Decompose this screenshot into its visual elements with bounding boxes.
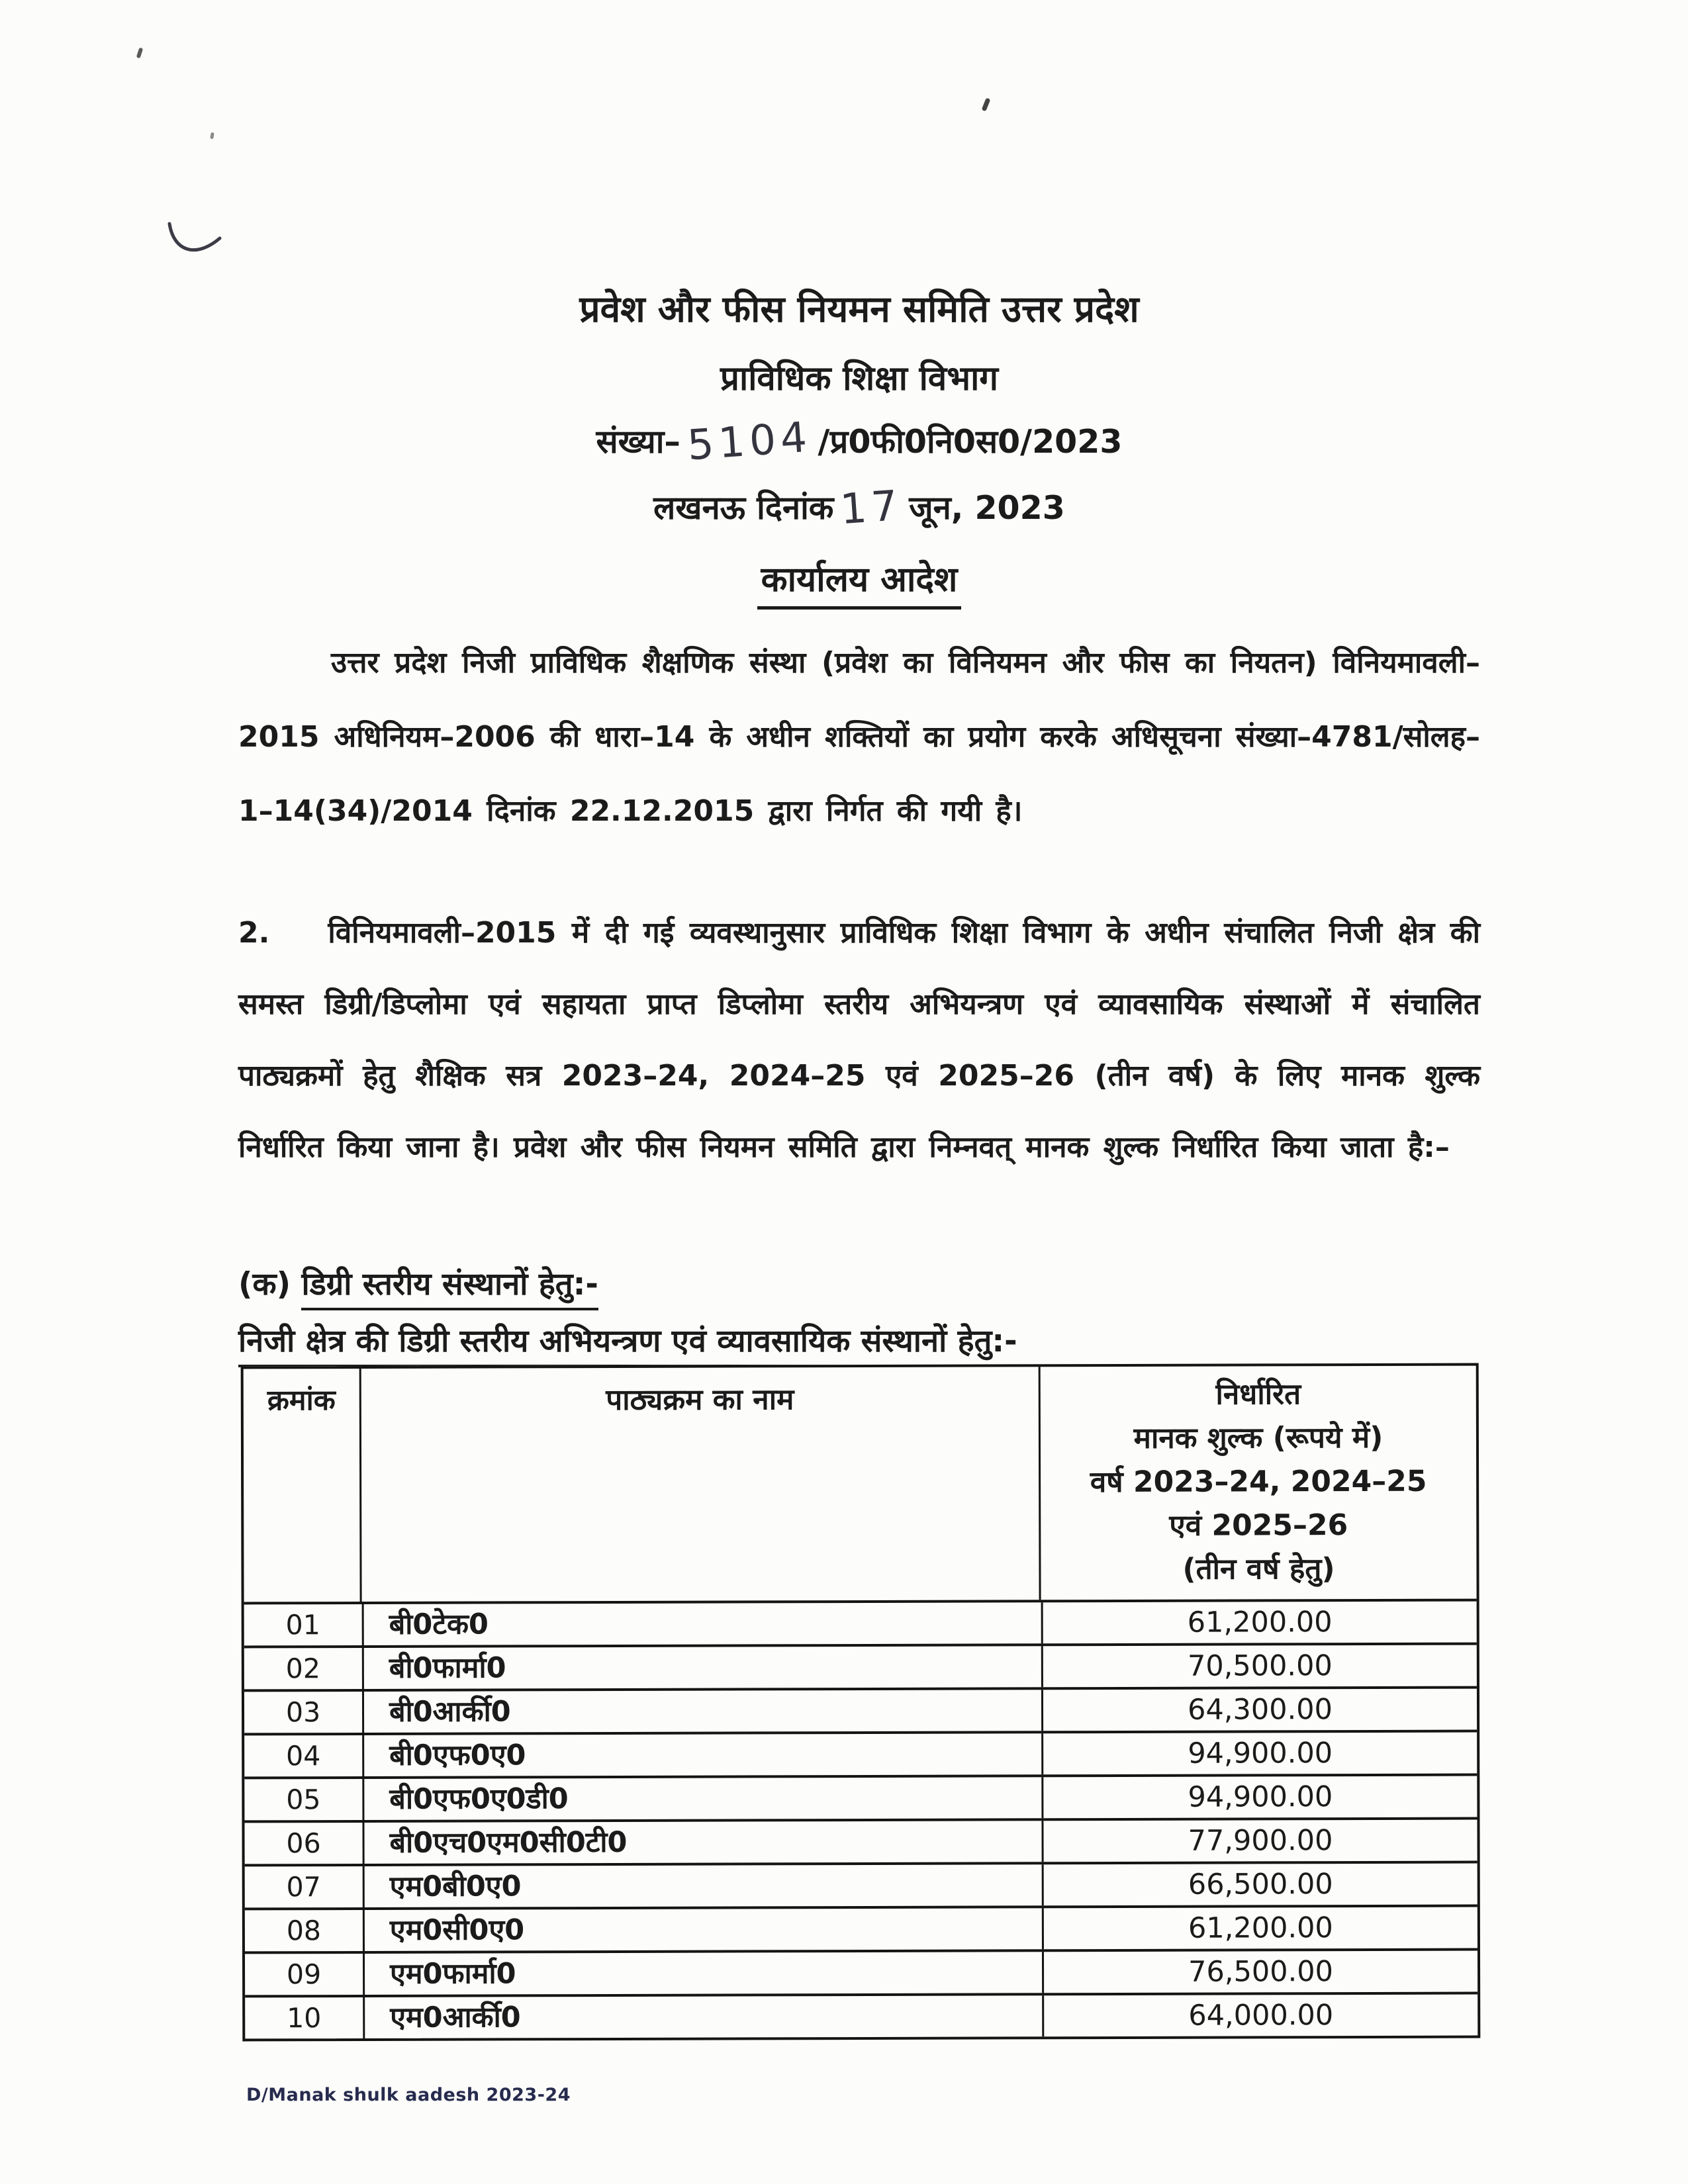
row-course: एम0आर्की0	[365, 1995, 1044, 2038]
place-date-suffix: जून, 2023	[909, 489, 1065, 527]
fee-table	[241, 1363, 1481, 2042]
order-number-line	[238, 412, 1480, 470]
row-fee: 61,200.00	[1188, 1911, 1333, 1945]
row-fee: 66,500.00	[1188, 1868, 1333, 1901]
row-serial: 09	[245, 1954, 365, 1995]
fee-table-header-row	[244, 1366, 1477, 1605]
row-course: बी0टेक0	[364, 1602, 1043, 1645]
place-date-line	[238, 480, 1480, 534]
header-fee-line: मानक शुल्क (रूपये में)	[1133, 1420, 1383, 1455]
paragraph-2	[238, 897, 1480, 1183]
footer-file-note: D/Manak shulk aadesh 2023-24	[246, 2085, 571, 2105]
header-fee	[1041, 1366, 1477, 1600]
table-row	[244, 1689, 1477, 1736]
header-course-name: पाठ्यक्रम का नाम	[361, 1367, 1041, 1602]
row-serial: 03	[244, 1692, 364, 1733]
table-row	[244, 1602, 1477, 1649]
row-course: बी0एच0एम0सी0टी0	[364, 1821, 1043, 1864]
row-fee: 94,900.00	[1188, 1737, 1333, 1770]
scan-speck	[136, 47, 144, 58]
row-serial: 10	[245, 1997, 365, 2038]
section-heading-ka	[238, 1261, 1480, 1304]
handwritten-order-number: 5104	[685, 412, 814, 470]
table-row	[245, 1864, 1477, 1911]
row-course: बी0फार्मा0	[364, 1646, 1043, 1689]
header-fee-line: निर्धारित	[1215, 1377, 1301, 1412]
table-row	[244, 1776, 1477, 1823]
table-row	[244, 1820, 1477, 1867]
committee-title: प्रवेश और फीस नियमन समिति उत्तर प्रदेश	[579, 288, 1139, 330]
header-fee-line: (तीन वर्ष हेतु)	[1182, 1552, 1335, 1586]
row-fee: 64,000.00	[1188, 1999, 1334, 2032]
row-course: बी0आर्की0	[364, 1690, 1043, 1733]
paragraph-2-number: 2.	[238, 916, 270, 950]
table-row	[244, 1645, 1477, 1692]
order-number-suffix: /प्र0फी0नि0स0/2023	[818, 423, 1123, 461]
row-course: एम0फार्मा0	[365, 1952, 1044, 1995]
row-course: एम0बी0ए0	[365, 1864, 1044, 1907]
row-serial: 04	[244, 1735, 364, 1776]
handwritten-date: 17	[839, 480, 904, 534]
paragraph-1: उत्तर प्रदेश निजी प्राविधिक शैक्षणिक संस्था (प्रवेश का विनियमन और फीस का नियतन) विनियमावली–2015 अधिनियम–2006 की धारा–14 के अधीन शक्तियों का प्रयोग करके अधिसूचना संख्या–4781/सोलह–1–14(34)/2014 दिनांक 22.12.2015 द्वारा निर्गत की गयी है।	[238, 646, 1480, 828]
pen-stroke-mark	[164, 218, 224, 265]
row-serial: 05	[244, 1779, 364, 1820]
header-fee-line: एवं 2025–26	[1169, 1508, 1348, 1543]
section-title-underlined: डिग्री स्तरीय संस्थानों हेतु:-	[301, 1266, 598, 1310]
row-serial: 08	[245, 1910, 365, 1951]
header-serial: क्रमांक	[244, 1369, 362, 1602]
department-title: प्राविधिक शिक्षा विभाग	[720, 359, 999, 398]
row-fee: 76,500.00	[1188, 1955, 1334, 1989]
row-course: बी0एफ0ए0	[364, 1733, 1043, 1776]
row-fee: 77,900.00	[1188, 1824, 1333, 1858]
place-date-prefix: लखनऊ दिनांक	[653, 489, 834, 527]
row-serial: 06	[244, 1823, 364, 1864]
row-serial: 07	[245, 1866, 365, 1907]
row-fee: 61,200.00	[1187, 1606, 1333, 1639]
row-course: एम0सी0ए0	[365, 1908, 1044, 1951]
table-row	[245, 1907, 1477, 1954]
header-fee-line: वर्ष 2023–24, 2024–25	[1090, 1464, 1427, 1500]
row-fee: 64,300.00	[1188, 1693, 1333, 1727]
table-row	[245, 1995, 1477, 2039]
section-prefix: (क)	[238, 1266, 291, 1302]
row-serial: 01	[244, 1604, 364, 1645]
paragraph-2-text: विनियमावली–2015 में दी गई व्यवस्थानुसार प्राविधिक शिक्षा विभाग के अधीन संचालित निजी क्षेत्र की समस्त डिग्री/डिप्लोमा एवं सहायता प्राप्त डिप्लोमा स्तरीय अभियन्त्रण एवं व्यावसायिक संस्थाओं में संचालित पाठ्यक्रमों हेतु शैक्षिक सत्र 2023–24, 2024–25 एवं 2025–26 (तीन वर्ष) के लिए मानक शुल्क निर्धारित किया जाना है। प्रवेश और फीस नियमन समिति द्वारा निम्नवत् मानक शुल्क निर्धारित किया जाता है:–	[238, 916, 1480, 1164]
row-course: बी0एफ0ए0डी0	[364, 1777, 1043, 1820]
table-row	[245, 1951, 1477, 1998]
order-number-prefix: संख्या–	[596, 423, 680, 461]
scan-speck	[982, 97, 991, 111]
row-fee: 94,900.00	[1188, 1780, 1333, 1814]
scan-speck	[210, 132, 214, 140]
section-subheading: निजी क्षेत्र की डिग्री स्तरीय अभियन्त्रण एवं व्यावसायिक संस्थानों हेतु:-	[238, 1318, 1480, 1361]
row-fee: 70,500.00	[1187, 1649, 1333, 1683]
table-row	[244, 1733, 1477, 1780]
order-title: कार्यालय आदेश	[238, 555, 1480, 602]
row-serial: 02	[244, 1648, 364, 1689]
